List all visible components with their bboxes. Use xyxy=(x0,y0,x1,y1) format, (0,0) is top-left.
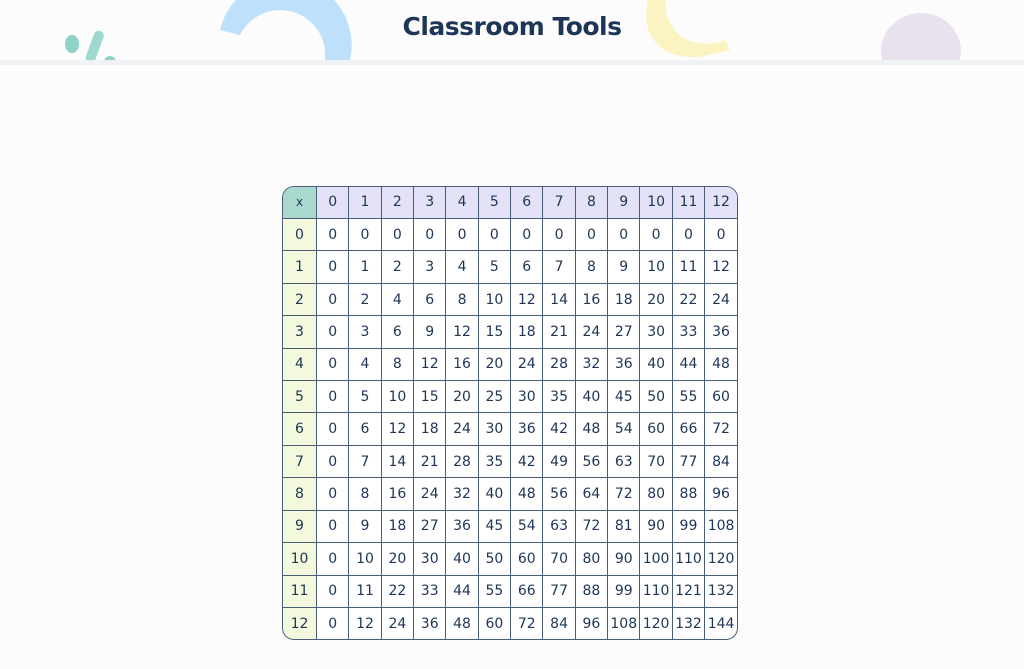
product-cell: 14 xyxy=(381,445,413,477)
row-header: 11 xyxy=(283,575,317,607)
product-cell: 27 xyxy=(414,510,446,542)
product-cell: 0 xyxy=(349,218,381,250)
product-cell: 10 xyxy=(381,381,413,413)
product-cell: 15 xyxy=(478,316,510,348)
product-cell: 70 xyxy=(543,543,575,575)
product-cell: 21 xyxy=(414,445,446,477)
multiplication-table xyxy=(282,186,738,640)
product-cell: 18 xyxy=(608,283,640,315)
product-cell: 120 xyxy=(640,608,672,639)
product-cell: 18 xyxy=(381,510,413,542)
product-cell: 60 xyxy=(511,543,543,575)
product-cell: 24 xyxy=(446,413,478,445)
product-cell: 132 xyxy=(705,575,737,607)
product-cell: 70 xyxy=(640,445,672,477)
product-cell: 6 xyxy=(381,316,413,348)
product-cell: 54 xyxy=(608,413,640,445)
product-cell: 90 xyxy=(608,543,640,575)
product-cell: 5 xyxy=(349,381,381,413)
column-header: 2 xyxy=(381,187,413,218)
product-cell: 9 xyxy=(349,510,381,542)
row-header: 8 xyxy=(283,478,317,510)
product-cell: 10 xyxy=(349,543,381,575)
product-cell: 54 xyxy=(511,510,543,542)
row-header: 0 xyxy=(283,218,317,250)
product-cell: 3 xyxy=(414,251,446,283)
product-cell: 0 xyxy=(446,218,478,250)
header xyxy=(0,0,1024,60)
product-cell: 48 xyxy=(575,413,607,445)
product-cell: 56 xyxy=(543,478,575,510)
product-cell: 66 xyxy=(511,575,543,607)
row-header: 12 xyxy=(283,608,317,639)
product-cell: 88 xyxy=(575,575,607,607)
product-cell: 24 xyxy=(511,348,543,380)
row-header: 2 xyxy=(283,283,317,315)
header-row xyxy=(283,187,737,218)
table-row xyxy=(283,251,737,283)
product-cell: 3 xyxy=(349,316,381,348)
product-cell: 0 xyxy=(608,218,640,250)
product-cell: 120 xyxy=(705,543,737,575)
product-cell: 55 xyxy=(672,381,704,413)
header-divider xyxy=(0,60,1024,65)
product-cell: 18 xyxy=(511,316,543,348)
product-cell: 8 xyxy=(446,283,478,315)
product-cell: 50 xyxy=(478,543,510,575)
product-cell: 21 xyxy=(543,316,575,348)
product-cell: 30 xyxy=(478,413,510,445)
product-cell: 144 xyxy=(705,608,737,639)
product-cell: 44 xyxy=(672,348,704,380)
product-cell: 5 xyxy=(478,251,510,283)
product-cell: 96 xyxy=(705,478,737,510)
column-header: 4 xyxy=(446,187,478,218)
product-cell: 0 xyxy=(317,413,349,445)
product-cell: 30 xyxy=(414,543,446,575)
product-cell: 12 xyxy=(349,608,381,639)
product-cell: 20 xyxy=(640,283,672,315)
product-cell: 0 xyxy=(317,251,349,283)
table-row xyxy=(283,218,737,250)
product-cell: 0 xyxy=(317,348,349,380)
table-row xyxy=(283,316,737,348)
corner-cell: x xyxy=(283,187,317,218)
product-cell: 24 xyxy=(575,316,607,348)
row-header: 10 xyxy=(283,543,317,575)
product-cell: 121 xyxy=(672,575,704,607)
row-header: 1 xyxy=(283,251,317,283)
product-cell: 42 xyxy=(511,445,543,477)
product-cell: 36 xyxy=(446,510,478,542)
product-cell: 15 xyxy=(414,381,446,413)
table-row xyxy=(283,381,737,413)
product-cell: 45 xyxy=(478,510,510,542)
product-cell: 0 xyxy=(317,478,349,510)
product-cell: 66 xyxy=(672,413,704,445)
product-cell: 22 xyxy=(672,283,704,315)
product-cell: 40 xyxy=(478,478,510,510)
row-header: 9 xyxy=(283,510,317,542)
product-cell: 0 xyxy=(511,218,543,250)
product-cell: 32 xyxy=(575,348,607,380)
product-cell: 60 xyxy=(640,413,672,445)
product-cell: 16 xyxy=(446,348,478,380)
product-cell: 16 xyxy=(575,283,607,315)
product-cell: 48 xyxy=(446,608,478,639)
column-header: 9 xyxy=(608,187,640,218)
product-cell: 0 xyxy=(543,218,575,250)
table-row xyxy=(283,283,737,315)
column-header: 12 xyxy=(705,187,737,218)
product-cell: 77 xyxy=(543,575,575,607)
product-cell: 8 xyxy=(349,478,381,510)
product-cell: 96 xyxy=(575,608,607,639)
product-cell: 35 xyxy=(478,445,510,477)
column-header: 5 xyxy=(478,187,510,218)
product-cell: 12 xyxy=(381,413,413,445)
product-cell: 8 xyxy=(381,348,413,380)
product-cell: 32 xyxy=(446,478,478,510)
product-cell: 44 xyxy=(446,575,478,607)
product-cell: 0 xyxy=(705,218,737,250)
product-cell: 60 xyxy=(478,608,510,639)
product-cell: 12 xyxy=(414,348,446,380)
product-cell: 16 xyxy=(381,478,413,510)
table-row xyxy=(283,575,737,607)
table-row xyxy=(283,608,737,639)
row-header: 7 xyxy=(283,445,317,477)
product-cell: 10 xyxy=(640,251,672,283)
product-cell: 0 xyxy=(672,218,704,250)
product-cell: 8 xyxy=(575,251,607,283)
product-cell: 56 xyxy=(575,445,607,477)
table-row xyxy=(283,478,737,510)
product-cell: 20 xyxy=(478,348,510,380)
product-cell: 0 xyxy=(478,218,510,250)
product-cell: 20 xyxy=(446,381,478,413)
product-cell: 48 xyxy=(511,478,543,510)
product-cell: 64 xyxy=(575,478,607,510)
product-cell: 22 xyxy=(381,575,413,607)
product-cell: 45 xyxy=(608,381,640,413)
product-cell: 63 xyxy=(543,510,575,542)
product-cell: 35 xyxy=(543,381,575,413)
product-cell: 110 xyxy=(640,575,672,607)
product-cell: 27 xyxy=(608,316,640,348)
product-cell: 2 xyxy=(381,251,413,283)
column-header: 3 xyxy=(414,187,446,218)
product-cell: 28 xyxy=(446,445,478,477)
product-cell: 9 xyxy=(608,251,640,283)
product-cell: 24 xyxy=(705,283,737,315)
column-header: 11 xyxy=(672,187,704,218)
product-cell: 6 xyxy=(414,283,446,315)
column-header: 1 xyxy=(349,187,381,218)
product-cell: 99 xyxy=(608,575,640,607)
product-cell: 36 xyxy=(608,348,640,380)
product-cell: 49 xyxy=(543,445,575,477)
product-cell: 0 xyxy=(317,283,349,315)
product-cell: 63 xyxy=(608,445,640,477)
row-header: 3 xyxy=(283,316,317,348)
product-cell: 12 xyxy=(511,283,543,315)
table-row xyxy=(283,543,737,575)
product-cell: 84 xyxy=(705,445,737,477)
product-cell: 72 xyxy=(511,608,543,639)
product-cell: 0 xyxy=(317,445,349,477)
table-row xyxy=(283,445,737,477)
product-cell: 88 xyxy=(672,478,704,510)
column-header: 6 xyxy=(511,187,543,218)
product-cell: 0 xyxy=(317,543,349,575)
product-cell: 7 xyxy=(349,445,381,477)
product-cell: 1 xyxy=(349,251,381,283)
product-cell: 0 xyxy=(381,218,413,250)
product-cell: 12 xyxy=(446,316,478,348)
product-cell: 0 xyxy=(317,575,349,607)
row-header: 4 xyxy=(283,348,317,380)
product-cell: 42 xyxy=(543,413,575,445)
product-cell: 33 xyxy=(672,316,704,348)
product-cell: 0 xyxy=(317,218,349,250)
product-cell: 60 xyxy=(705,381,737,413)
product-cell: 0 xyxy=(317,510,349,542)
product-cell: 36 xyxy=(414,608,446,639)
product-cell: 18 xyxy=(414,413,446,445)
product-cell: 36 xyxy=(705,316,737,348)
product-cell: 0 xyxy=(317,316,349,348)
column-header: 10 xyxy=(640,187,672,218)
product-cell: 0 xyxy=(317,608,349,639)
product-cell: 33 xyxy=(414,575,446,607)
column-header: 8 xyxy=(575,187,607,218)
product-cell: 30 xyxy=(640,316,672,348)
product-cell: 30 xyxy=(511,381,543,413)
product-cell: 0 xyxy=(317,381,349,413)
product-cell: 10 xyxy=(478,283,510,315)
table-row xyxy=(283,413,737,445)
product-cell: 77 xyxy=(672,445,704,477)
table-row xyxy=(283,348,737,380)
row-header: 6 xyxy=(283,413,317,445)
product-cell: 6 xyxy=(349,413,381,445)
product-cell: 48 xyxy=(705,348,737,380)
product-cell: 40 xyxy=(446,543,478,575)
product-cell: 0 xyxy=(575,218,607,250)
product-cell: 4 xyxy=(446,251,478,283)
product-cell: 11 xyxy=(349,575,381,607)
product-cell: 108 xyxy=(608,608,640,639)
product-cell: 9 xyxy=(414,316,446,348)
product-cell: 72 xyxy=(705,413,737,445)
product-cell: 110 xyxy=(672,543,704,575)
table-row xyxy=(283,510,737,542)
product-cell: 4 xyxy=(381,283,413,315)
product-cell: 50 xyxy=(640,381,672,413)
product-cell: 55 xyxy=(478,575,510,607)
page-title: Classroom Tools xyxy=(402,12,622,41)
product-cell: 100 xyxy=(640,543,672,575)
product-cell: 40 xyxy=(575,381,607,413)
product-cell: 108 xyxy=(705,510,737,542)
product-cell: 7 xyxy=(543,251,575,283)
product-cell: 12 xyxy=(705,251,737,283)
product-cell: 0 xyxy=(640,218,672,250)
product-cell: 132 xyxy=(672,608,704,639)
product-cell: 6 xyxy=(511,251,543,283)
product-cell: 40 xyxy=(640,348,672,380)
product-cell: 14 xyxy=(543,283,575,315)
row-header: 5 xyxy=(283,381,317,413)
product-cell: 72 xyxy=(608,478,640,510)
product-cell: 2 xyxy=(349,283,381,315)
product-cell: 81 xyxy=(608,510,640,542)
product-cell: 0 xyxy=(414,218,446,250)
product-cell: 11 xyxy=(672,251,704,283)
product-cell: 4 xyxy=(349,348,381,380)
column-header: 0 xyxy=(317,187,349,218)
product-cell: 25 xyxy=(478,381,510,413)
product-cell: 72 xyxy=(575,510,607,542)
column-header: 7 xyxy=(543,187,575,218)
product-cell: 20 xyxy=(381,543,413,575)
product-cell: 24 xyxy=(381,608,413,639)
product-cell: 99 xyxy=(672,510,704,542)
product-cell: 24 xyxy=(414,478,446,510)
product-cell: 36 xyxy=(511,413,543,445)
product-cell: 84 xyxy=(543,608,575,639)
product-cell: 80 xyxy=(640,478,672,510)
product-cell: 28 xyxy=(543,348,575,380)
product-cell: 90 xyxy=(640,510,672,542)
product-cell: 80 xyxy=(575,543,607,575)
